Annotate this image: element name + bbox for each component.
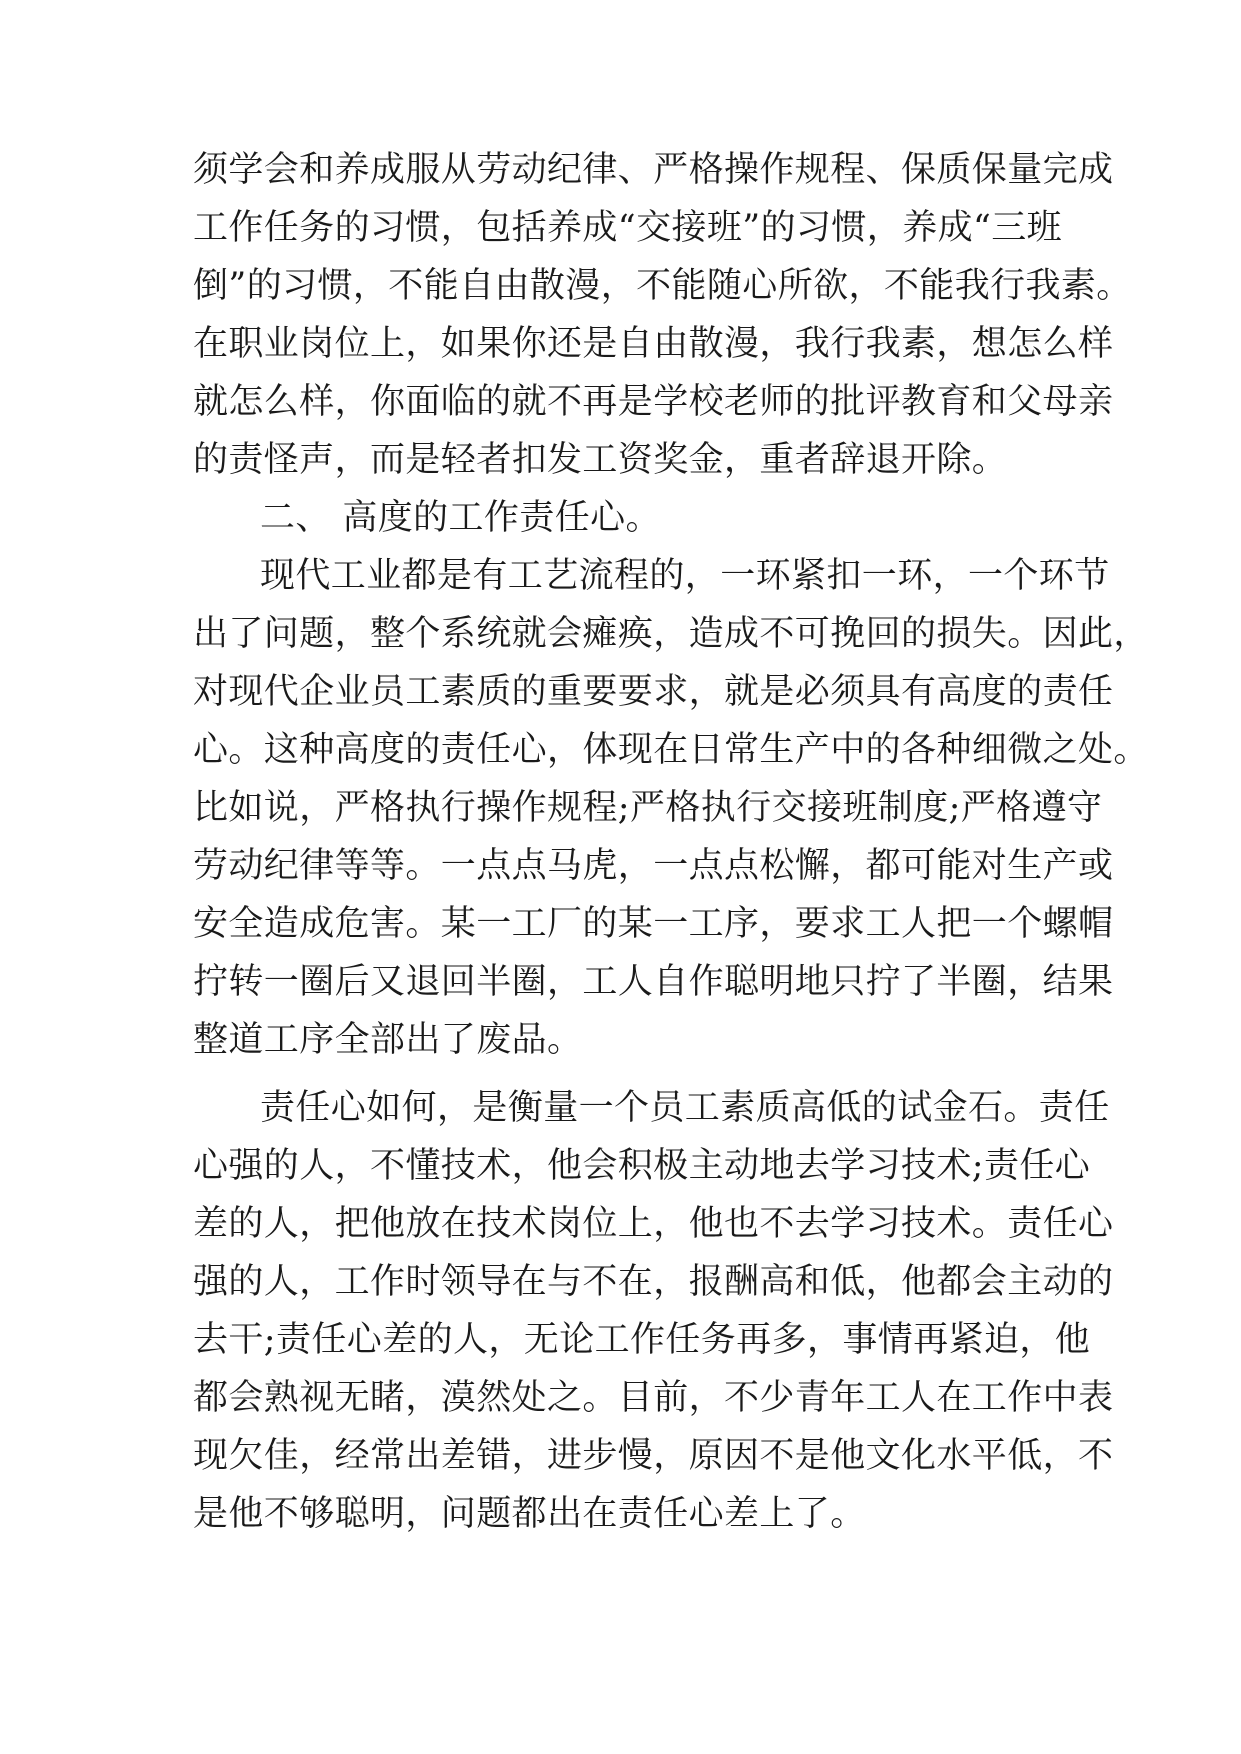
text-line: 对现代企业员工素质的重要要求，就是必须具有高度的责任 bbox=[193, 672, 1114, 712]
text-line: 差的人，把他放在技术岗位上，他也不去学习技术。责任心 bbox=[193, 1204, 1114, 1244]
text-line: 心强的人，不懂技术，他会积极主动地去学习技术;责任心 bbox=[193, 1146, 1091, 1186]
text-line: 比如说，严格执行操作规程;严格执行交接班制度;严格遵守 bbox=[193, 788, 1103, 828]
text-line: 现欠佳，经常出差错，进步慢，原因不是他文化水平低，不 bbox=[193, 1436, 1114, 1476]
text-line: 安全造成危害。某一工厂的某一工序，要求工人把一个螺帽 bbox=[193, 904, 1114, 944]
text-line: 拧转一圈后又退回半圈，工人自作聪明地只拧了半圈，结果 bbox=[193, 962, 1114, 1002]
text-line: 强的人，工作时领导在与不在，报酬高和低，他都会主动的 bbox=[193, 1262, 1114, 1302]
text-line: 心。这种高度的责任心，体现在日常生产中的各种细微之处。 bbox=[193, 730, 1149, 770]
text-line: 在职业岗位上，如果你还是自由散漫，我行我素，想怎么样 bbox=[193, 324, 1114, 364]
text-line: 的责怪声，而是轻者扣发工资奖金，重者辞退开除。 bbox=[193, 440, 1008, 480]
text-line: 是他不够聪明，问题都出在责任心差上了。 bbox=[193, 1494, 866, 1534]
text-line: 整道工序全部出了废品。 bbox=[193, 1020, 583, 1060]
text-line: 都会熟视无睹，漠然处之。目前，不少青年工人在工作中表 bbox=[193, 1378, 1114, 1418]
text-line: 现代工业都是有工艺流程的，一环紧扣一环，一个环节 bbox=[260, 556, 1110, 596]
text-line: 责任心如何，是衡量一个员工素质高低的试金石。责任 bbox=[260, 1088, 1110, 1128]
text-line: 工作任务的习惯，包括养成“交接班”的习惯，养成“三班 bbox=[193, 208, 1063, 248]
text-line: 劳动纪律等等。一点点马虎，一点点松懈，都可能对生产或 bbox=[193, 846, 1114, 886]
text-line: 去干;责任心差的人，无论工作任务再多，事情再紧迫，他 bbox=[193, 1320, 1091, 1360]
section-heading: 二、 高度的工作责任心。 bbox=[260, 498, 661, 538]
text-line: 就怎么样，你面临的就不再是学校老师的批评教育和父母亲 bbox=[193, 382, 1114, 422]
text-line: 倒”的习惯，不能自由散漫，不能随心所欲，不能我行我素。 bbox=[193, 266, 1132, 306]
text-line: 须学会和养成服从劳动纪律、严格操作规程、保质保量完成 bbox=[193, 150, 1114, 190]
text-line: 出了问题，整个系统就会瘫痪，造成不可挽回的损失。因此， bbox=[193, 614, 1149, 654]
